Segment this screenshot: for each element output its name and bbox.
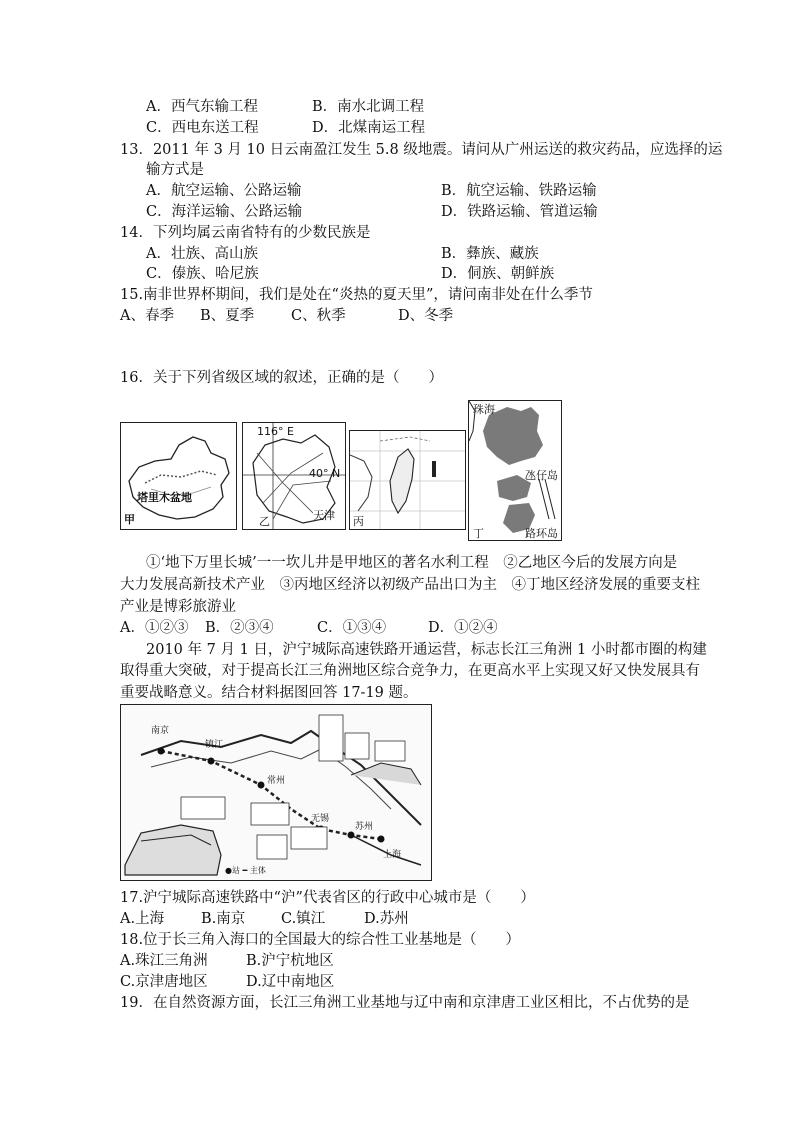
q13-option-a: A．航空运输、公路运输 bbox=[146, 183, 302, 199]
q19-stem: 19．在自然资源方面，长江三角洲工业基地与辽中南和京津唐工业区相比，不占优势的是 bbox=[120, 995, 690, 1011]
rail-station-wuxi: 无锡 bbox=[311, 814, 330, 824]
q16-option-d: D．①②④ bbox=[428, 620, 498, 636]
q16-option-b: B．②③④ bbox=[205, 620, 274, 636]
q17-option-c: C.镇江 bbox=[281, 911, 326, 927]
map-jia-tag: 甲 bbox=[124, 513, 135, 526]
q13-option-b: B．航空运输、铁路运输 bbox=[441, 183, 597, 199]
map-ding bbox=[468, 400, 562, 541]
map-bing-tag: 丙 bbox=[353, 515, 364, 528]
q13-stem-line1: 13．2011 年 3 月 10 日云南盈江发生 5.8 级地震。请问从广州运送的救灾药品，应选择的运 bbox=[120, 142, 723, 158]
q12-option-d: D．北煤南运工程 bbox=[312, 120, 426, 136]
q12-option-c: C．西电东送工程 bbox=[146, 120, 259, 136]
q15-option-c: C、秋季 bbox=[291, 308, 346, 324]
map-ding-tag: 丁 bbox=[473, 527, 484, 540]
q17-option-b: B.南京 bbox=[201, 911, 246, 927]
q14-option-c: C．傣族、哈尼族 bbox=[146, 266, 259, 282]
q16-statement-line3: 产业是博彩旅游业 bbox=[120, 599, 236, 615]
map-yi-longitude: 116° E bbox=[257, 425, 294, 438]
rail-map-legend: ●站 ━ 主体 bbox=[225, 866, 266, 875]
map-yi bbox=[242, 422, 346, 530]
map-jia bbox=[120, 422, 237, 530]
q14-stem: 14．下列均属云南省特有的少数民族是 bbox=[120, 225, 371, 241]
q17-option-a: A.上海 bbox=[120, 911, 165, 927]
q17-stem: 17.沪宁城际高速铁路中“沪”代表省区的行政中心城市是（ ） bbox=[120, 890, 535, 906]
map-bing bbox=[349, 430, 466, 530]
q15-option-b: B、夏季 bbox=[200, 308, 255, 324]
q18-option-d: D.辽中南地区 bbox=[246, 974, 335, 990]
q12-option-a: A．西气东输工程 bbox=[146, 99, 258, 115]
q15-option-d: D、冬季 bbox=[398, 308, 454, 324]
intro-line1: 2010 年 7 月 1 日，沪宁城际高速铁路开通运营，标志长江三角洲 1 小时都市圈的构建 bbox=[146, 642, 707, 658]
rail-map bbox=[120, 704, 432, 881]
q13-option-d: D．铁路运输、管道运输 bbox=[441, 204, 598, 220]
rail-station-changzhou: 常州 bbox=[267, 776, 286, 786]
q13-option-c: C．海洋运输、公路运输 bbox=[146, 204, 303, 220]
map-yi-latitude: 40° N bbox=[309, 467, 341, 480]
map-ding-sea: 珠海 bbox=[473, 403, 495, 416]
q16-statement-line1: ①‘地下万里长城’一一坎儿井是甲地区的著名水利工程 ②乙地区今后的发展方向是 bbox=[146, 555, 678, 571]
q18-option-b: B.沪宁杭地区 bbox=[246, 953, 334, 969]
intro-line3: 重要战略意义。结合材料据图回答 17-19 题。 bbox=[120, 685, 418, 701]
q16-option-a: A．①②③ bbox=[120, 620, 189, 636]
q15-stem: 15.南非世界杯期间，我们是处在“炎热的夏天里”，请问南非处在什么季节 bbox=[120, 287, 593, 303]
q15-option-a: A、春季 bbox=[120, 308, 174, 324]
q18-stem: 18.位于长三角入海口的全国最大的综合性工业基地是（ ） bbox=[120, 932, 521, 948]
q13-stem-line2: 输方式是 bbox=[146, 162, 204, 178]
q18-option-a: A.珠江三角洲 bbox=[120, 953, 208, 969]
map-yi-city: 天津 bbox=[313, 509, 335, 522]
rail-station-zhenjiang: 镇江 bbox=[205, 740, 224, 750]
q16-option-c: C．①③④ bbox=[317, 620, 387, 636]
q18-option-c: C.京津唐地区 bbox=[120, 974, 208, 990]
rail-station-suzhou: 苏州 bbox=[355, 822, 374, 832]
q16-statement-line2: 大力发展高新技术产业 ③丙地区经济以初级产品出口为主 ④丁地区经济发展的重要支柱 bbox=[120, 577, 700, 593]
map-ding-island2: 路环岛 bbox=[525, 527, 558, 540]
rail-station-nanjing: 南京 bbox=[151, 726, 170, 736]
q16-stem: 16．关于下列省级区域的叙述，正确的是（ ） bbox=[120, 370, 443, 386]
rail-station-shanghai: 上海 bbox=[383, 850, 402, 860]
q12-option-b: B．南水北调工程 bbox=[312, 99, 425, 115]
intro-line2: 取得重大突破，对于提高长江三角洲地区综合竞争力，在更高水平上实现又好又快发展具有 bbox=[120, 663, 700, 679]
q17-option-d: D.苏州 bbox=[364, 911, 409, 927]
map-jia-basin-label: 塔里木盆地 bbox=[137, 491, 192, 504]
map-yi-tag: 乙 bbox=[259, 515, 270, 528]
q14-option-d: D．侗族、朝鲜族 bbox=[441, 266, 555, 282]
q14-option-b: B．彝族、藏族 bbox=[441, 246, 539, 262]
q14-option-a: A．壮族、高山族 bbox=[146, 246, 258, 262]
map-ding-island1: 氹仔岛 bbox=[525, 469, 558, 482]
